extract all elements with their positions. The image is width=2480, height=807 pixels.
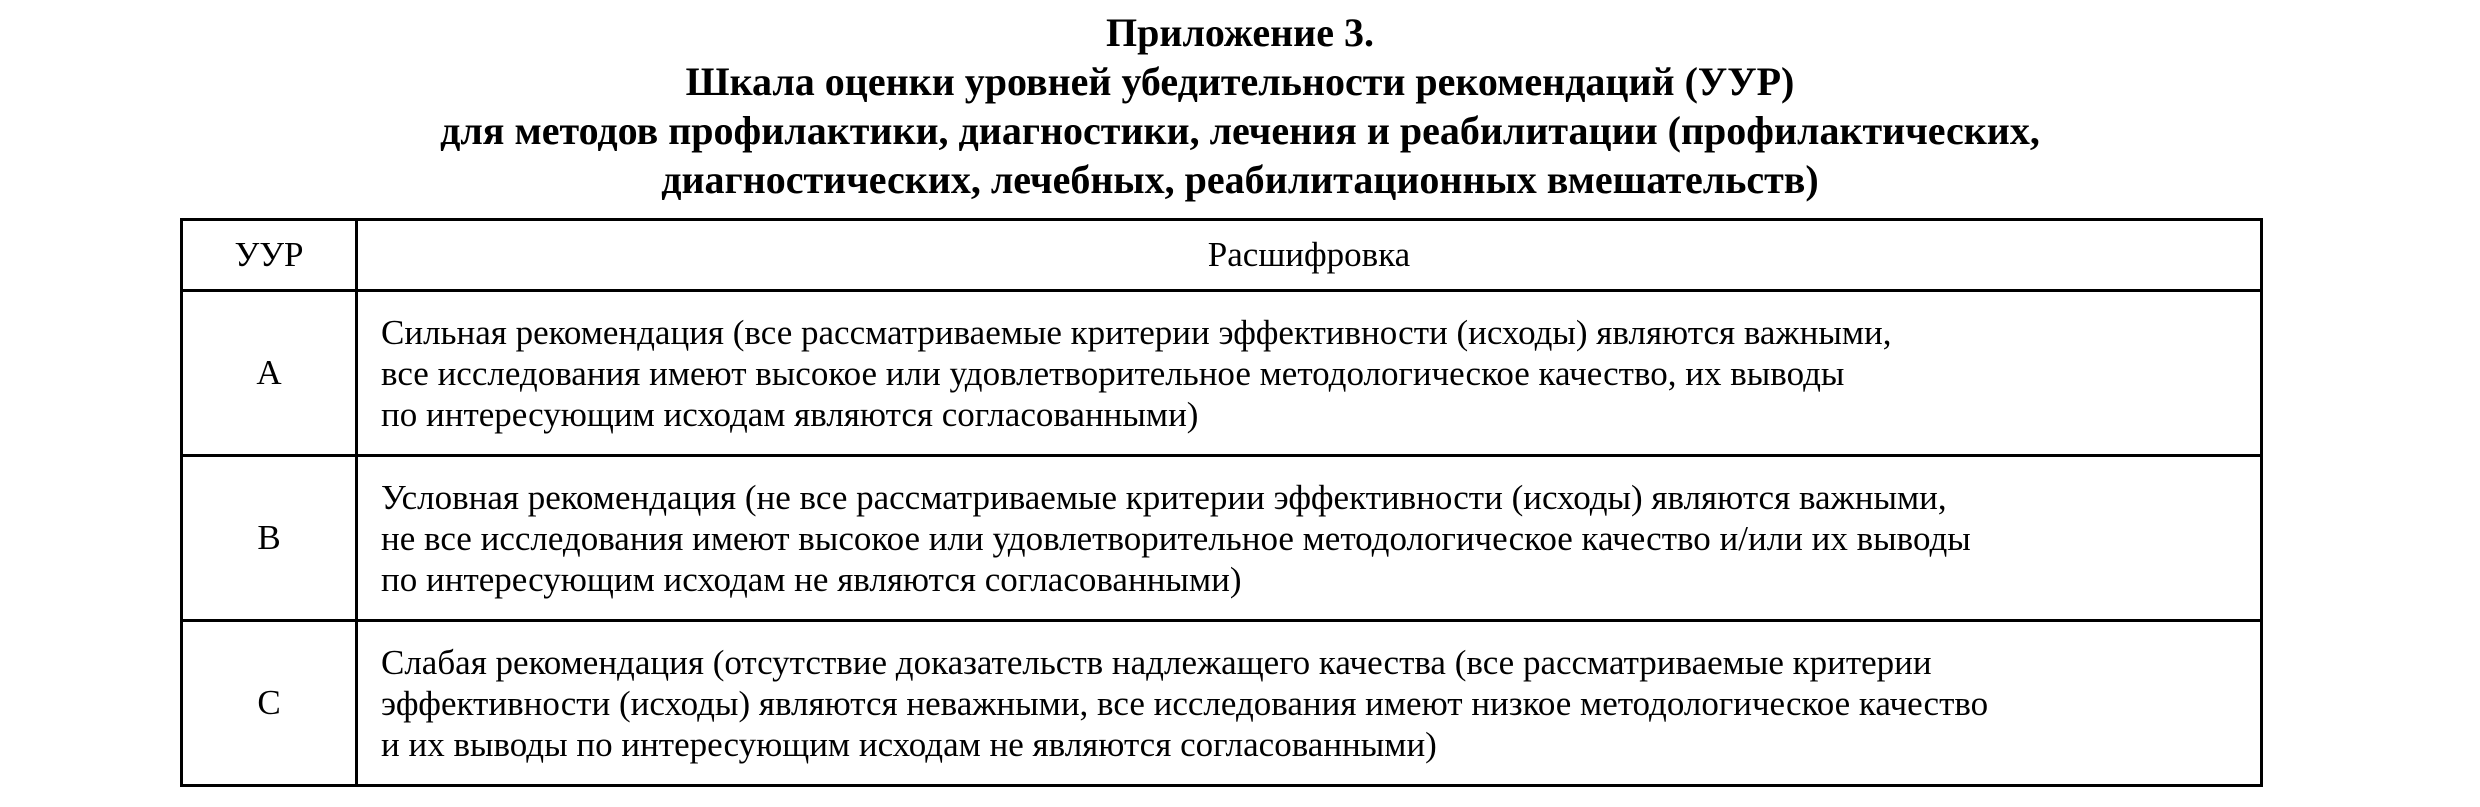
description-cell: Сильная рекомендация (все рассматриваемые критерии эффективности (исходы) являются важными, все исследования имеют высокое или удовлетворительное методологическое качество, их выводы по интересующим исходам являются согласованными) [357,291,2262,456]
level-cell: A [182,291,357,456]
table-row [182,456,2262,621]
level-cell: B [182,456,357,621]
table-header-row [182,220,2262,291]
table-row [182,291,2262,456]
description-cell: Условная рекомендация (не все рассматриваемые критерии эффективности (исходы) являются важными, не все исследования имеют высокое или удовлетворительное методологическое качество и/или их выводы по интересующим исходам не являются согласованными) [357,456,2262,621]
recommendation-levels-table [180,218,2263,787]
table-row [182,621,2262,786]
scale-subtitle-line-2: диагностических, лечебных, реабилитационных вмешательств) [661,157,1819,202]
header-level: УУР [182,220,357,291]
level-cell: C [182,621,357,786]
scale-subtitle-line-1: для методов профилактики, диагностики, лечения и реабилитации (профилактических, [440,108,2040,153]
header-description: Расшифровка [357,220,2262,291]
appendix-title: Приложение 3. [1106,10,1374,55]
document-heading [0,8,2480,204]
description-cell: Слабая рекомендация (отсутствие доказательств надлежащего качества (все рассматриваемые критерии эффективности (исходы) являются неважными, все исследования имеют низкое методологическое качество и их выводы по интересующим исходам не являются согласованными) [357,621,2262,786]
scale-title: Шкала оценки уровней убедительности рекомендаций (УУР) [685,59,1795,104]
